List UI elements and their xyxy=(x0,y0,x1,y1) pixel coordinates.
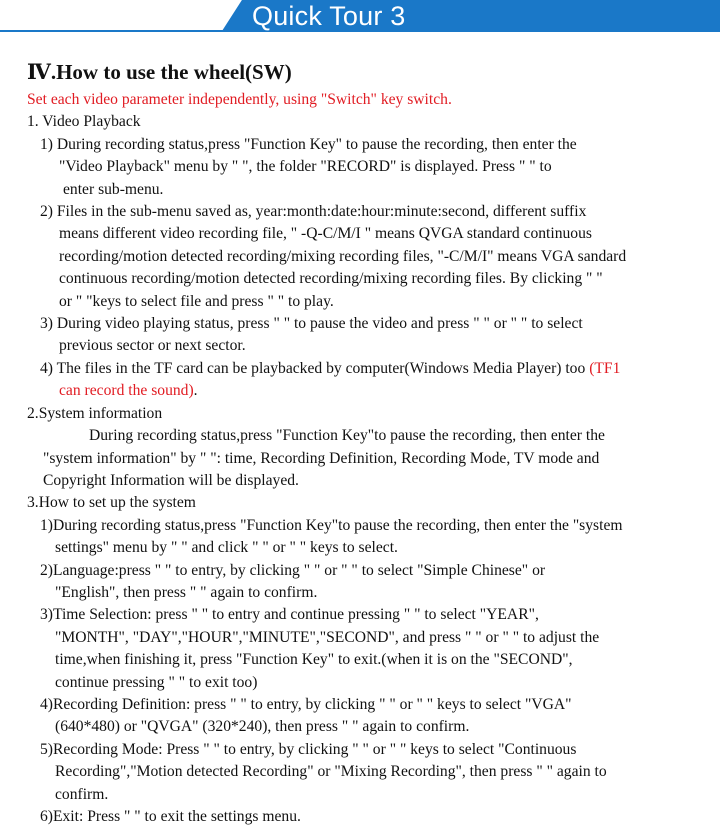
title-banner xyxy=(0,0,720,38)
s1-item4-line xyxy=(27,358,717,380)
s1-item1-line: 1) During recording status,press "Function Key" to pause the recording, then enter the xyxy=(40,135,577,153)
s3-item5-line: confirm. xyxy=(55,785,109,803)
s1-item4-end: . xyxy=(193,382,198,400)
s1-item2-line: recording/motion detected recording/mixing recording files, "-C/M/I" means VGA sandard xyxy=(59,247,627,265)
s3-item3-line: time,when finishing it, press "Function Key" to exit.(when it is on the "SECOND", xyxy=(55,651,573,669)
s1-item1-line: "Video Playback" menu by " ", the folder "RECORD" is displayed. Press " " to xyxy=(59,158,552,176)
s2-line: "system information" by " ": time, Recording Definition, Recording Mode, TV mode and xyxy=(43,449,600,467)
s3-item3-line: "MONTH", "DAY","HOUR","MINUTE","SECOND", and press " " or " " to adjust the xyxy=(55,628,600,646)
s3-item5-line: 5)Recording Mode: Press " " to entry, by clicking " " or " " keys to select "Continuous xyxy=(40,740,577,758)
s3-item6-line: 6)Exit: Press " " to exit the settings menu. xyxy=(40,808,301,825)
banner-title: Quick Tour 3 xyxy=(252,1,406,31)
s3-item4-line: 4)Recording Definition: press " " to entry, by clicking " " or " " keys to select "VGA" xyxy=(40,695,572,713)
s1-item4-text: 4) The files in the TF card can be playbacked by computer(Windows Media Player) too xyxy=(40,359,590,377)
s1-item1-line: enter sub-menu. xyxy=(63,180,164,198)
s1-item2-line: or " "keys to select file and press " " to play. xyxy=(59,292,334,310)
s3-item2-line: 2)Language:press " " to entry, by clicking " " or " " to select "Simple Chinese" or xyxy=(40,561,546,579)
s3-item5-line: Recording","Motion detected Recording" or "Mixing Recording", then press " " again to xyxy=(55,763,607,781)
s1-item4-note: (TF1 xyxy=(589,359,621,377)
s2-line: Copyright Information will be displayed. xyxy=(43,471,299,489)
s3-item3-line: continue pressing " " to exit too) xyxy=(55,673,258,691)
s1-item4-note: can record the sound) xyxy=(59,382,194,400)
s3-item1-line: 1)During recording status,press "Function Key"to pause the recording, then enter the "system xyxy=(40,516,623,534)
s3-item1-line: settings" menu by " " and click " " or " " keys to select. xyxy=(55,539,398,557)
s3-item3-line: 3)Time Selection: press " " to entry and continue pressing " " to select "YEAR", xyxy=(40,606,539,624)
document-body xyxy=(27,58,717,828)
intro-text: Set each video parameter independently, using "Switch" key switch. xyxy=(27,91,452,108)
s1-item2-line: means different video recording file, " -Q-C/M/I " means QVGA standard continuous xyxy=(59,225,592,243)
s2-line: During recording status,press "Function Key"to pause the recording, then enter the xyxy=(89,427,605,445)
s1-item2-line: continuous recording/motion detected recording/mixing recording files. By clicking " " xyxy=(59,270,603,288)
s1-item3-line: 3) During video playing status, press " " to pause the video and press " " or " " to select xyxy=(40,315,583,333)
s1-item2-line: 2) Files in the sub-menu saved as, year:month:date:hour:minute:second, different suffix xyxy=(40,203,587,221)
section-heading: Ⅳ.How to use the wheel(SW) xyxy=(27,60,292,84)
s1-title: 1. Video Playback xyxy=(27,113,141,131)
s1-item4-line xyxy=(27,380,717,402)
s2-title: 2.System information xyxy=(27,404,163,422)
s3-item2-line: "English", then press " " again to confirm. xyxy=(55,583,318,601)
s1-item3-line: previous sector or next sector. xyxy=(59,337,246,355)
s3-title: 3.How to set up the system xyxy=(27,494,196,512)
s3-item4-line: (640*480) or "QVGA" (320*240), then press " " again to confirm. xyxy=(55,718,470,736)
